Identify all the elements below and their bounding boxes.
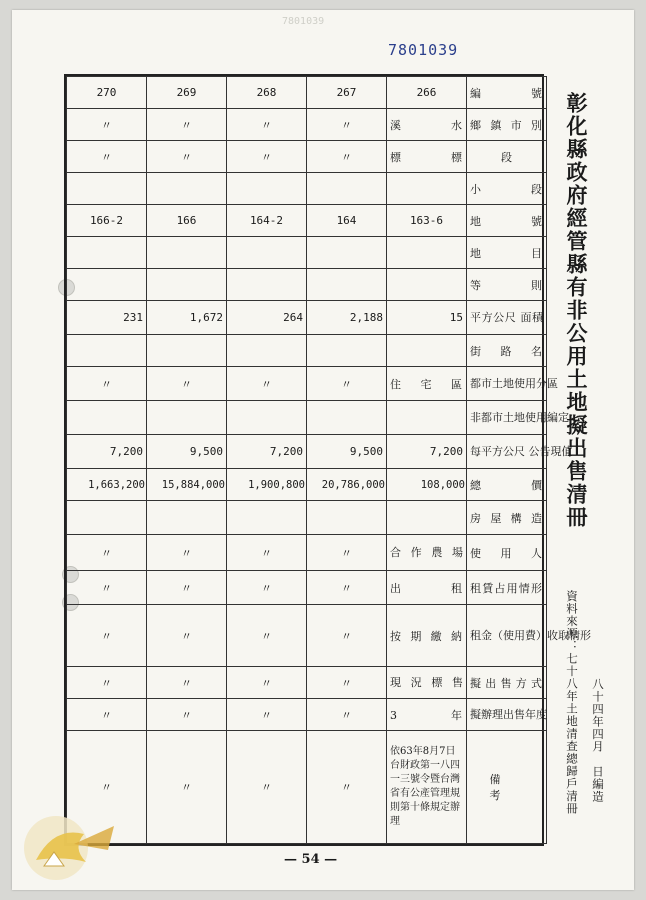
ditto-mark: 〃	[147, 731, 227, 844]
ditto-mark: 〃	[227, 667, 307, 699]
cell-lot: 166-2	[67, 205, 147, 237]
row-township	[67, 109, 547, 141]
ditto-mark: 〃	[307, 141, 387, 173]
ditto-mark: 〃	[307, 605, 387, 667]
cell-announced-value: 7,200	[227, 435, 307, 469]
header-urban-zone: 都市土地使用分區	[467, 367, 547, 401]
ditto-mark: 〃	[147, 109, 227, 141]
header-total-value: 總價	[467, 469, 547, 501]
header-rent-collection: 租金（使用費）收取情形	[467, 605, 547, 667]
ghost-number: 7801039	[282, 16, 325, 27]
ditto-mark: 〃	[147, 367, 227, 401]
ditto-mark: 〃	[227, 535, 307, 571]
ditto-mark: 〃	[67, 535, 147, 571]
cell-lot: 164-2	[227, 205, 307, 237]
header-grade: 等則	[467, 269, 547, 301]
ditto-mark: 〃	[227, 571, 307, 605]
cell-total-value: 108,000	[387, 469, 467, 501]
header-lease: 租賃占用情形	[467, 571, 547, 605]
cell-area: 2,188	[307, 301, 387, 335]
ditto-mark: 〃	[227, 605, 307, 667]
row-remarks	[67, 731, 547, 844]
header-announced-value	[467, 435, 573, 469]
cell-section: 標標	[387, 141, 467, 173]
header-lot: 地號	[467, 205, 547, 237]
row-area	[67, 301, 547, 335]
ditto-mark: 〃	[307, 699, 387, 731]
cell-area: 231	[67, 301, 147, 335]
header-township: 鄉鎮市別	[467, 109, 547, 141]
row-announced-value	[67, 435, 547, 469]
ditto-mark: 〃	[147, 535, 227, 571]
ditto-mark: 〃	[67, 699, 147, 731]
ditto-mark: 〃	[227, 699, 307, 731]
cell-serial: 267	[307, 77, 387, 109]
cell-serial: 266	[387, 77, 467, 109]
cell-serial: 270	[67, 77, 147, 109]
row-rent-collection	[67, 605, 547, 667]
ditto-mark: 〃	[67, 731, 147, 844]
header-value-unit: 每平方公尺	[470, 444, 525, 458]
header-land-category: 地目	[467, 237, 547, 269]
row-plan-year	[67, 699, 547, 731]
ditto-mark: 〃	[307, 571, 387, 605]
row-subsection	[67, 173, 547, 205]
header-area-label: 面積	[520, 310, 544, 324]
ditto-mark: 〃	[307, 731, 387, 844]
header-area-unit: 平方公尺	[470, 310, 517, 324]
row-structures	[67, 501, 547, 535]
ditto-mark: 〃	[227, 109, 307, 141]
ditto-mark: 〃	[227, 731, 307, 844]
row-sale-method	[67, 667, 547, 699]
archive-logo-icon	[14, 804, 124, 888]
cell-announced-value: 7,200	[387, 435, 467, 469]
header-subsection: 小段	[467, 173, 547, 205]
row-user	[67, 535, 547, 571]
row-nonurban-zone	[67, 401, 547, 435]
cell-plan-year: 3年	[387, 699, 467, 731]
ditto-mark: 〃	[307, 367, 387, 401]
cell-serial: 269	[147, 77, 227, 109]
row-lease	[67, 571, 547, 605]
date-note: 八十四年四月 日編造	[591, 678, 605, 803]
header-value-label: 公告現值	[528, 444, 573, 458]
header-section: 段	[467, 141, 547, 173]
row-lot	[67, 205, 547, 237]
cell-area: 264	[227, 301, 307, 335]
row-serial	[67, 77, 547, 109]
row-total-value	[67, 469, 547, 501]
cell-township: 溪水	[387, 109, 467, 141]
ditto-mark: 〃	[67, 571, 147, 605]
cell-urban-zone: 住宅區	[387, 367, 467, 401]
cell-lot: 164	[307, 205, 387, 237]
header-street: 街路名	[467, 335, 547, 367]
page-number: — 54 —	[284, 852, 338, 867]
cell-announced-value: 9,500	[147, 435, 227, 469]
ditto-mark: 〃	[67, 109, 147, 141]
cell-total-value: 1,663,200	[67, 469, 147, 501]
cell-lot: 166	[147, 205, 227, 237]
ditto-mark: 〃	[307, 667, 387, 699]
cell-announced-value: 9,500	[307, 435, 387, 469]
cell-area: 1,672	[147, 301, 227, 335]
document-number: 7801039	[388, 41, 459, 59]
cell-total-value: 1,900,800	[227, 469, 307, 501]
row-urban-zone	[67, 367, 547, 401]
cell-announced-value: 7,200	[67, 435, 147, 469]
ditto-mark: 〃	[67, 367, 147, 401]
cell-total-value: 15,884,000	[147, 469, 227, 501]
header-sale-method: 擬出售方式	[467, 667, 547, 699]
ditto-mark: 〃	[147, 667, 227, 699]
cell-total-value: 20,786,000	[307, 469, 387, 501]
header-remarks: 備考	[467, 731, 547, 844]
cell-serial: 268	[227, 77, 307, 109]
cell-remarks: 依63年8月7日台財政第一八四一三號令暨台灣省有公產管理規則第十條規定辦理	[387, 731, 467, 844]
header-area	[467, 301, 547, 335]
ditto-mark: 〃	[307, 109, 387, 141]
row-land-category	[67, 237, 547, 269]
cell-lease: 出租	[387, 571, 467, 605]
ditto-mark: 〃	[307, 535, 387, 571]
header-nonurban-zone: 非都市土地使用編定	[467, 401, 547, 435]
cell-lot: 163-6	[387, 205, 467, 237]
ditto-mark: 〃	[147, 141, 227, 173]
row-street	[67, 335, 547, 367]
row-section	[67, 141, 547, 173]
cell-sale-method: 現況標售	[387, 667, 467, 699]
header-plan-year: 擬辦理出售年度	[467, 699, 547, 731]
header-serial: 編號	[467, 77, 547, 109]
document-title: 彰化縣政府經管縣有非公用土地擬出售清冊	[564, 92, 589, 529]
source-note: 資料來源：七十八年土地清查總歸戶清冊	[565, 590, 579, 815]
cell-user: 合作農場	[387, 535, 467, 571]
ditto-mark: 〃	[147, 699, 227, 731]
cell-area: 15	[387, 301, 467, 335]
header-structures: 房屋構造	[467, 501, 547, 535]
ditto-mark: 〃	[67, 141, 147, 173]
ditto-mark: 〃	[147, 571, 227, 605]
ditto-mark: 〃	[147, 605, 227, 667]
ditto-mark: 〃	[227, 367, 307, 401]
ditto-mark: 〃	[227, 141, 307, 173]
cell-rent-collection: 按期繳納	[387, 605, 467, 667]
row-grade	[67, 269, 547, 301]
ditto-mark: 〃	[67, 605, 147, 667]
header-user: 使用人	[467, 535, 547, 571]
ditto-mark: 〃	[67, 667, 147, 699]
